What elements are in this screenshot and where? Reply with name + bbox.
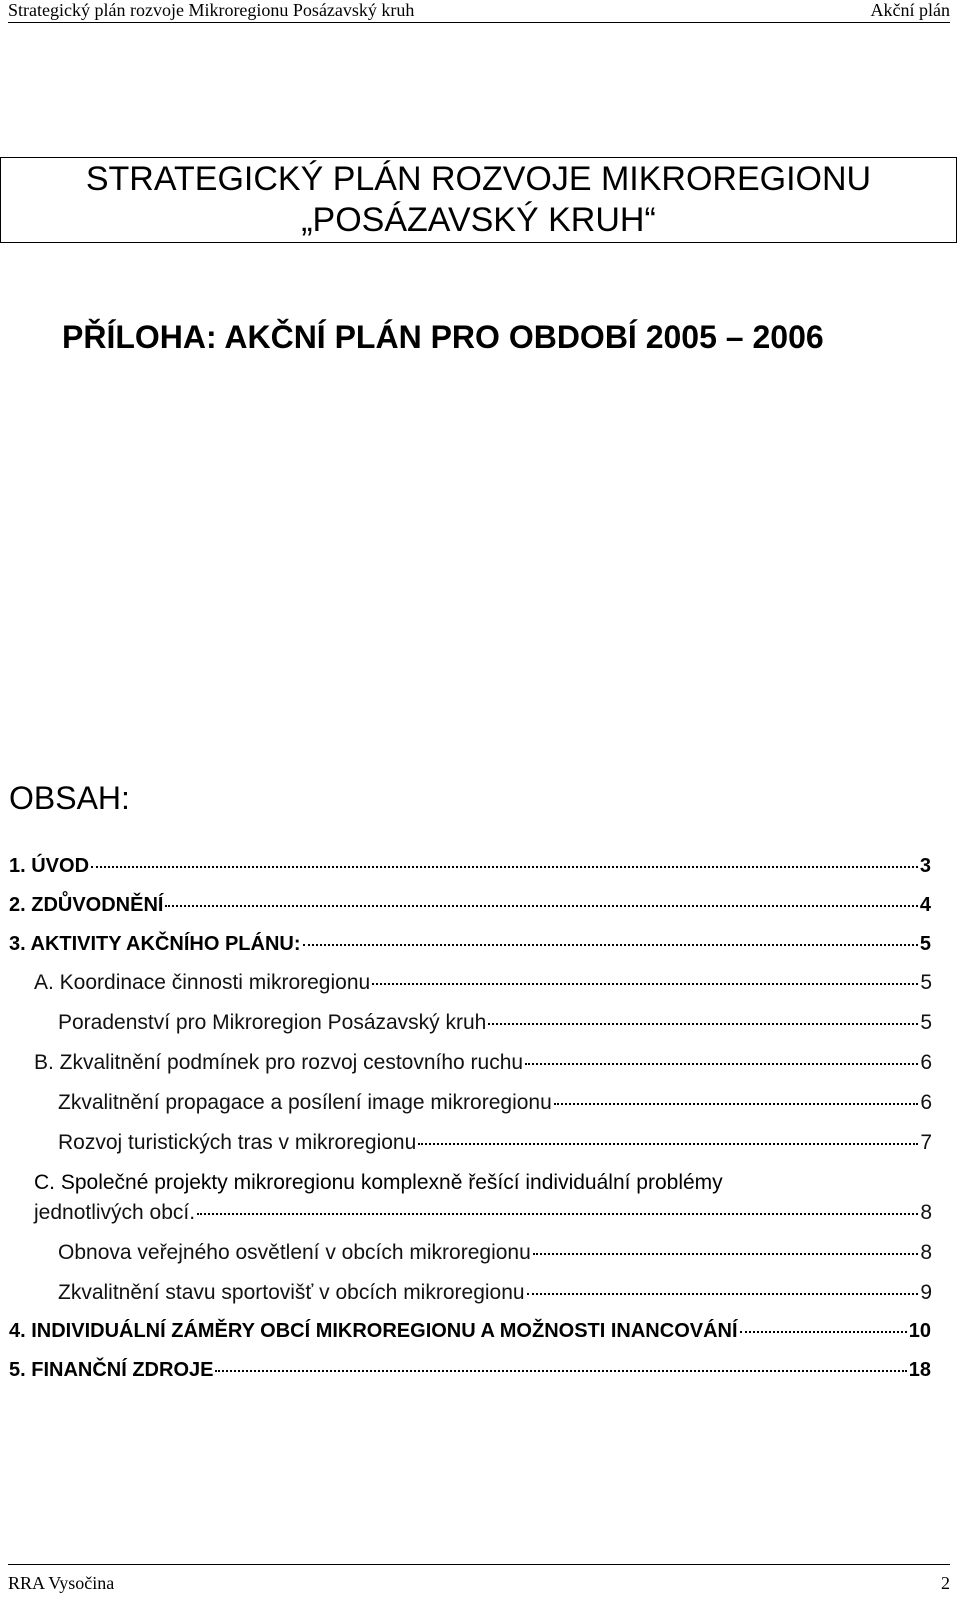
toc-leader bbox=[215, 1370, 906, 1372]
toc-entry[interactable] bbox=[9, 1359, 931, 1382]
toc-entry-text: Rozvoj turistických tras v mikroregionu bbox=[58, 1131, 417, 1154]
toc-entry-page: 5 bbox=[920, 971, 932, 994]
toc-entry[interactable] bbox=[9, 933, 931, 956]
toc-leader bbox=[740, 1331, 907, 1333]
toc-entry[interactable] bbox=[58, 1091, 932, 1115]
document-subtitle: PŘÍLOHA: AKČNÍ PLÁN PRO OBDOBÍ 2005 – 2006 bbox=[62, 319, 824, 355]
toc-entry-page: 4 bbox=[919, 894, 931, 916]
toc-entry[interactable] bbox=[9, 894, 931, 917]
toc-entry-text: 1. ÚVOD bbox=[9, 855, 90, 877]
toc-entry-page: 10 bbox=[908, 1320, 931, 1342]
toc-entry[interactable] bbox=[34, 971, 932, 995]
toc-entry-text: A. Koordinace činnosti mikroregionu bbox=[34, 971, 371, 994]
toc-entry-text: Obnova veřejného osvětlení v obcích mikroregionu bbox=[58, 1241, 531, 1264]
toc-leader bbox=[372, 983, 918, 985]
toc-leader bbox=[554, 1103, 919, 1105]
toc-entry-page: 7 bbox=[920, 1131, 932, 1154]
toc-entry-page: 8 bbox=[920, 1201, 932, 1224]
toc-entry[interactable] bbox=[58, 1131, 932, 1155]
toc-entry-page: 5 bbox=[919, 933, 931, 955]
toc-entry[interactable] bbox=[58, 1011, 932, 1035]
toc-leader bbox=[91, 866, 918, 868]
toc-entry-text: jednotlivých obcí. bbox=[34, 1201, 196, 1224]
toc-entry-page: 8 bbox=[920, 1241, 932, 1264]
toc-entry[interactable] bbox=[34, 1051, 932, 1075]
header-section: Akční plán bbox=[870, 0, 950, 20]
toc-entry-text: Zkvalitnění propagace a posílení image mikroregionu bbox=[58, 1091, 552, 1114]
toc-entry-page: 5 bbox=[920, 1011, 932, 1034]
toc-entry[interactable] bbox=[9, 855, 931, 878]
toc-entry-page: 6 bbox=[920, 1051, 932, 1074]
toc-entry[interactable] bbox=[9, 1320, 931, 1343]
toc-leader bbox=[165, 905, 917, 907]
toc-leader bbox=[197, 1213, 918, 1215]
header-title: Strategický plán rozvoje Mikroregionu Posázavský kruh bbox=[8, 0, 415, 20]
toc-leader bbox=[533, 1253, 919, 1255]
toc-leader bbox=[525, 1063, 918, 1065]
toc-entry[interactable] bbox=[34, 1201, 932, 1225]
toc-leader bbox=[488, 1023, 918, 1025]
toc-entry-text: 2. ZDŮVODNĚNÍ bbox=[9, 894, 164, 916]
toc-entry-text: 5. FINANČNÍ ZDROJE bbox=[9, 1359, 214, 1381]
toc-entry-text: B. Zkvalitnění podmínek pro rozvoj cestovního ruchu bbox=[34, 1051, 524, 1074]
document-title-box bbox=[0, 157, 957, 243]
toc-leader bbox=[303, 944, 918, 946]
toc-entry-page: 9 bbox=[920, 1281, 932, 1304]
page-number: 2 bbox=[941, 1573, 950, 1593]
toc-heading: OBSAH: bbox=[9, 780, 130, 816]
page-header bbox=[8, 0, 950, 23]
toc-leader bbox=[418, 1143, 918, 1145]
toc-entry-text: Poradenství pro Mikroregion Posázavský kruh bbox=[58, 1011, 487, 1034]
footer-organization: RRA Vysočina bbox=[8, 1573, 115, 1593]
toc-entry-first-line[interactable]: C. Společné projekty mikroregionu komplexně řešící individuální problémy bbox=[34, 1171, 723, 1194]
toc-entry-page: 18 bbox=[908, 1359, 931, 1381]
toc-entry-page: 3 bbox=[919, 855, 931, 877]
toc-entry[interactable] bbox=[58, 1241, 932, 1265]
toc-entry-text: 3. AKTIVITY AKČNÍHO PLÁNU: bbox=[9, 933, 301, 955]
document-title-line2: „POSÁZAVSKÝ KRUH“ bbox=[301, 201, 656, 239]
toc-entry-page: 6 bbox=[920, 1091, 932, 1114]
toc-entry-text: Zkvalitnění stavu sportovišť v obcích mikroregionu bbox=[58, 1281, 525, 1304]
document-title-line1: STRATEGICKÝ PLÁN ROZVOJE MIKROREGIONU bbox=[85, 160, 872, 198]
toc-entry-text: 4. INDIVIDUÁLNÍ ZÁMĚRY OBCÍ MIKROREGIONU A MOŽNOSTI INANCOVÁNÍ bbox=[9, 1320, 738, 1342]
toc-entry[interactable] bbox=[58, 1281, 932, 1305]
page-footer bbox=[8, 1564, 950, 1595]
toc-leader bbox=[527, 1293, 919, 1295]
